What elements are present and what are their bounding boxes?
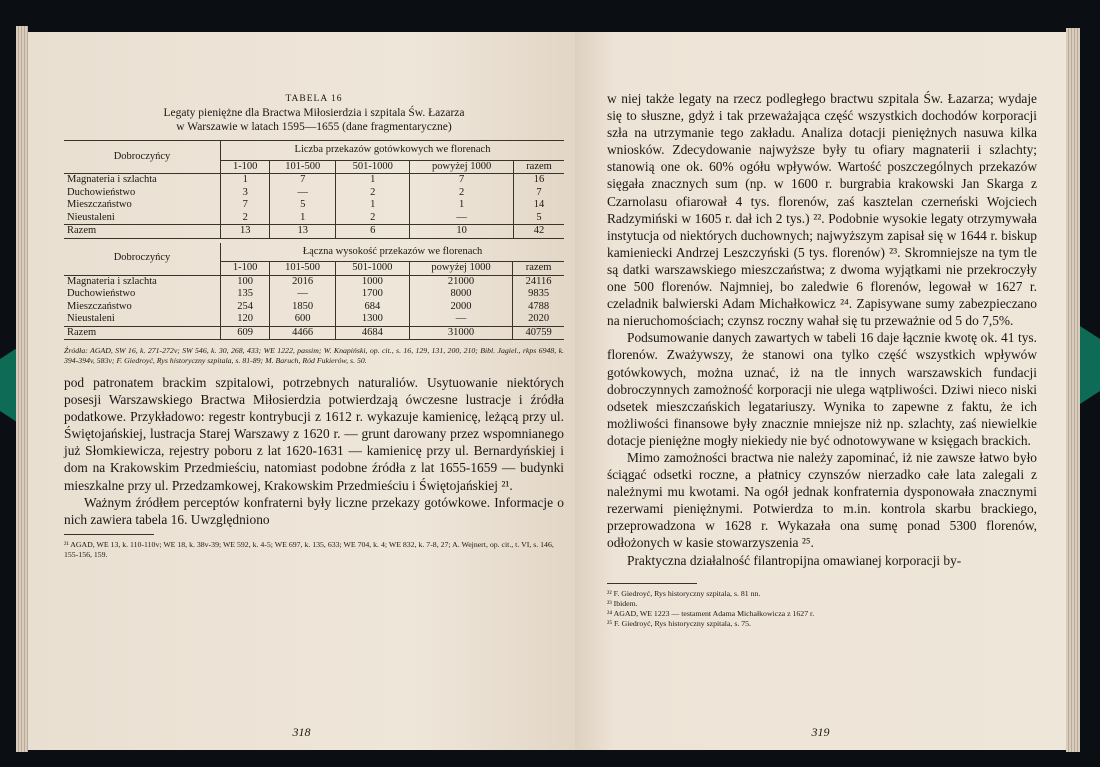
table-cell: 9835 xyxy=(513,288,564,301)
table-cell: — xyxy=(270,288,336,301)
table-number: TABELA 16 xyxy=(285,94,343,104)
table-cell: 7 xyxy=(514,187,564,200)
open-book xyxy=(16,18,1080,758)
total-cell: 609 xyxy=(221,326,270,340)
table-cell: 120 xyxy=(221,313,270,326)
table-cell: — xyxy=(409,313,512,326)
right-page-content xyxy=(607,90,1037,629)
table-total-value-of-bequests xyxy=(64,243,564,341)
group-header: Liczba przekazów gotówkowych we florenach xyxy=(221,141,565,161)
total-label: Razem xyxy=(64,225,221,239)
row-label: Nieustaleni xyxy=(67,211,115,223)
table-row xyxy=(64,187,564,200)
group-header: Łączna wysokość przekazów we florenach xyxy=(221,243,565,262)
footnote-24: ²⁴ AGAD, WE 1223 — testament Adama Michałkowicza z 1627 r. xyxy=(607,608,815,618)
table-row xyxy=(64,212,564,225)
total-cell: 13 xyxy=(221,225,270,239)
table-count-of-bequests xyxy=(64,140,564,239)
left-body-text xyxy=(64,374,564,528)
column-header: 101-500 xyxy=(270,160,336,174)
column-header: powyżej 1000 xyxy=(409,262,512,276)
total-cell: 31000 xyxy=(409,326,512,340)
total-row xyxy=(64,326,564,340)
row-label: Duchowieństwo xyxy=(67,288,136,299)
left-page-content xyxy=(64,92,564,560)
row-header: Dobroczyńcy xyxy=(64,243,221,276)
table-title-line-2: w Warszawie w latach 1595—1655 (dane fragmentaryczne) xyxy=(176,121,452,133)
table-caption xyxy=(64,92,564,134)
total-cell: 13 xyxy=(270,225,336,239)
paragraph: w niej także legaty na rzecz podległego bractwu szpitala Św. Łazarza; wydaje się to słuszne, gdyż i tak przeważająca część wszystkich dochodów korporacji szła na utrzymanie tego zakładu. Analiza dotacji pieniężnych nasuwa kilka wniosków. Zdecydowanie najwyższe były tu ofiary magnaterii i szlachty; stanowią one ok. 60% ogółu wpływów. Wartość poszczególnych przekazów sięgała znacznych sum (np. w 1600 r. burgrabia krakowski Jan Skarga z Czarnolasu ofiarował 4 tys. florenów, zaś kasztelan czerneński Wojciech Radzymiński w 1605 r. dał ich 2 tys.) ²². Podobnie wysokie legaty otrzymywała instytucja od niektórych duchownych; najwyższym zapisał się w 1644 r. biskup kamieniecki Andrzej Leszczyński (5 tys. florenów) ²³. Skromniejsze na tym tle są datki warszawskiego mieszczaństwa; z dwoma wyjątkami nie przekroczyły one 500 florenów. Najmniej, bo zaledwie 6 florenów, legował w 1627 r. czeladnik balwierski Adam Michałkowicz ²⁴. Zapisywane sumy zabezpieczano na nieruchomościach; czynsz roczny wahał się tu przeważnie od 5 do 7,5%. xyxy=(607,91,1037,329)
table-cell: 1 xyxy=(410,199,514,212)
paragraph: Podsumowanie danych zawartych w tabeli 16 daje łącznie kwotę ok. 41 tys. florenów. Zważywszy, że stanowi ona tylko część wszystkich wpływów gotówkowych, można uznać, iż na tle innych warszawskich fundacji dobroczynnych zamożność korporacji nie ulega wątpliwości. Dziwi nieco niski odsetek mieszczańskich legatariuszy. Wynika to zapewne z faktu, że ich możliwości finansowe były znacznie mniejsze niż np. szlachty, zaś niewielkie dotacje pieniężne mogły niekiedy nie być odnotowywane w księgach brackich. xyxy=(607,330,1037,448)
total-label: Razem xyxy=(64,326,221,340)
table-cell: 24116 xyxy=(513,275,564,288)
table-cell: 2020 xyxy=(513,313,564,326)
table-cell: 7 xyxy=(410,174,514,187)
row-header: Dobroczyńcy xyxy=(64,141,221,174)
column-header: razem xyxy=(514,160,564,174)
footnote-divider xyxy=(64,534,154,535)
table-cell: 4788 xyxy=(513,301,564,314)
table-row xyxy=(64,301,564,314)
table-cell: 2 xyxy=(336,212,410,225)
row-label: Mieszczaństwo xyxy=(67,199,132,210)
table-row xyxy=(64,313,564,326)
table-cell: 135 xyxy=(221,288,270,301)
table-cell: 2 xyxy=(336,187,410,200)
paragraph: Praktyczna działalność filantropijna omawianej korporacji by- xyxy=(627,552,962,568)
right-body-text xyxy=(607,90,1037,569)
column-header: powyżej 1000 xyxy=(410,160,514,174)
table-cell: 254 xyxy=(221,301,270,314)
page-number-right: 319 xyxy=(811,725,830,739)
table-cell: 3 xyxy=(221,187,270,200)
paragraph: Mimo zamożności bractwa nie należy zapominać, iż nie zawsze łatwo było ściągać odsetki roczne, a płatnicy czynszów nierzadko całe lata zalegali z należnymi mu kwotami. Na ogół jednak konfraternia dysponowała znacznymi rezerwami pieniężnymi. Potwierdza to m.in. kontrola skarbu brackiego, przeprowadzona w 1628 r. Wykazała ona sumę ponad 5300 florenów, odłożonych w kasie stowarzyszenia ²⁵. xyxy=(607,449,1037,551)
column-header: razem xyxy=(513,262,564,276)
left-page xyxy=(28,32,575,750)
footnote-21: ²¹ AGAD, WE 13, k. 110-110v; WE 18, k. 38v-39; WE 592, k. 4-5; WE 697, k. 135, 633; WE 704, k. 4; WE 832, k. 7-8, 27; A. Wejnert, op. cit., t. VI, s. 146, 155-156, 159. xyxy=(64,539,554,559)
row-label: Nieustaleni xyxy=(67,313,115,324)
table-cell: 1850 xyxy=(270,301,336,314)
table-cell: 2 xyxy=(410,187,514,200)
table-cell: 684 xyxy=(335,301,409,314)
paragraph: pod patronatem brackim szpitalowi, potrzebnych naturaliów. Usytuowanie niektórych posesji Warszawskiego Bractwa Miłosierdzia potwierdzają ówczesne lustracje i źródła podatkowe. Przykładowo: regestr kontrybucji z 1612 r. wykazuje kamienicę, leżącą przy ul. Świętojańskiej, lustracja Starej Warszawy z 1620 r. — grunt darowany przez wspomnianego już Słomkiewicza, rejestry poboru z lat 1620-1631 — kamienicę przy ul. Bernardyńskiej i dom na Krakowskim Przedmieściu, natomiast podobne źródła z lat 1655-1659 — budynki mieszkalne przy ul. Przedzamkowej, Krakowskim Przedmieściu i Świętojańskiej ²¹. xyxy=(64,375,564,493)
page-edges-left xyxy=(16,26,28,752)
table-cell: 1 xyxy=(270,212,336,225)
column-header: 501-1000 xyxy=(336,160,410,174)
footnote-22: ²² F. Giedroyć, Rys historyczny szpitala, s. 81 nn. xyxy=(607,588,761,598)
total-cell: 6 xyxy=(336,225,410,239)
table-cell: 2 xyxy=(221,212,270,225)
column-header: 1-100 xyxy=(221,262,270,276)
table-cell: 5 xyxy=(514,212,564,225)
table-cell: 1700 xyxy=(335,288,409,301)
total-cell: 4684 xyxy=(335,326,409,340)
table-cell: 100 xyxy=(221,275,270,288)
page-number-left: 318 xyxy=(292,725,311,739)
table-cell: 600 xyxy=(270,313,336,326)
column-header: 101-500 xyxy=(270,262,336,276)
table-row xyxy=(64,199,564,212)
table-cell: 2016 xyxy=(270,275,336,288)
row-label: Magnateria i szlachta xyxy=(67,174,157,185)
table-cell: 1 xyxy=(336,174,410,187)
footnote-25: ²⁵ F. Giedroyć, Rys historyczny szpitala, s. 75. xyxy=(607,618,752,628)
table-row xyxy=(64,288,564,301)
table-cell: 1 xyxy=(221,174,270,187)
table-row xyxy=(64,174,564,187)
table-cell: — xyxy=(410,212,514,225)
table-cell: 16 xyxy=(514,174,564,187)
table-cell: 2000 xyxy=(409,301,512,314)
column-header: 501-1000 xyxy=(335,262,409,276)
total-cell: 40759 xyxy=(513,326,564,340)
total-row xyxy=(64,225,564,239)
row-label: Magnateria i szlachta xyxy=(67,275,157,287)
total-cell: 42 xyxy=(514,225,564,239)
table-cell: 5 xyxy=(270,199,336,212)
table-cell: 7 xyxy=(221,199,270,212)
total-cell: 10 xyxy=(410,225,514,239)
footnote-23: ²³ Ibidem. xyxy=(607,598,638,608)
row-label: Duchowieństwo xyxy=(67,186,136,198)
page-edges-right xyxy=(1066,28,1080,752)
table-cell: — xyxy=(270,187,336,200)
table-cell: 8000 xyxy=(409,288,512,301)
column-header: 1-100 xyxy=(221,160,270,174)
table-cell: 21000 xyxy=(409,275,512,288)
paragraph: Ważnym źródłem perceptów konfraterni były liczne przekazy gotówkowe. Informacje o nich zawiera tabela 16. Uwzględniono xyxy=(64,494,564,527)
table-cell: 1 xyxy=(336,199,410,212)
table-title-line-1: Legaty pieniężne dla Bractwa Miłosierdzia i szpitala Św. Łazarza xyxy=(163,107,465,119)
table-cell: 14 xyxy=(514,199,564,212)
row-label: Mieszczaństwo xyxy=(67,300,132,312)
footnote-divider xyxy=(607,583,697,584)
right-page xyxy=(575,32,1066,750)
table-cell: 1300 xyxy=(335,313,409,326)
table-cell: 1000 xyxy=(335,275,409,288)
table-row xyxy=(64,275,564,288)
total-cell: 4466 xyxy=(270,326,336,340)
table-cell: 7 xyxy=(270,174,336,187)
table-source-note: Źródła: AGAD, SW 16, k. 271-272v; SW 546, k. 30, 268, 433; WE 1222, passim; W. Knapiński, op. cit., s. 16, 129, 131, 200, 210; Bibl. Jagiel., rkps 6948, k. 394-394v, 583v; F. Giedroyć, Rys historyczny szpitala, s. 81-89; M. Baruch, Ród Fukierów, s. 50. xyxy=(64,346,564,365)
